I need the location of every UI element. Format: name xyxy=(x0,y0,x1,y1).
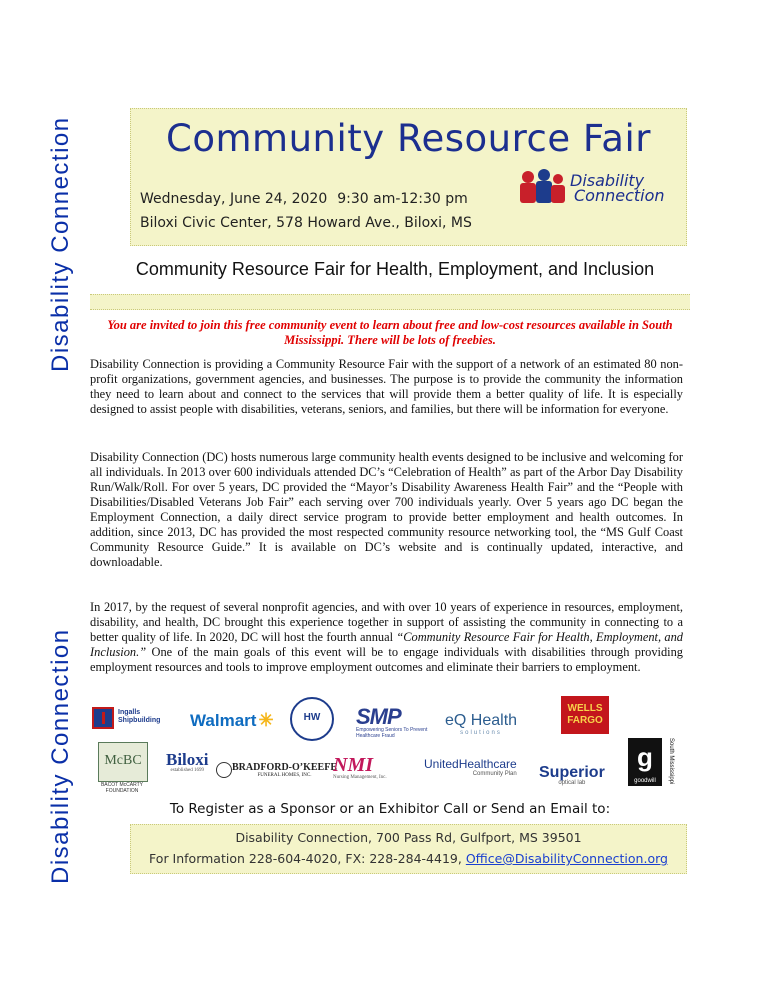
walmart-logo-text: Walmart xyxy=(190,711,257,730)
superior-tagline: optical lab xyxy=(558,780,586,786)
subtitle: Community Resource Fair for Health, Employment, and Inclusion xyxy=(135,259,655,279)
paragraph-goals-italic: “Community Resource Fair for Health, Employment, and Inclusion.” xyxy=(90,630,683,659)
spark-icon: ✳ xyxy=(258,710,274,730)
eq-health-tagline: solutions xyxy=(460,730,502,736)
contact-info xyxy=(131,851,686,866)
bacot-mccarty-caption: BACOT McCARTY FOUNDATION xyxy=(100,782,144,794)
smp-logo xyxy=(356,704,436,739)
header-band xyxy=(130,108,687,246)
unitedhealthcare-logo xyxy=(424,757,517,777)
hancock-logo-text: HW xyxy=(303,712,321,723)
hancock-whitney-logo xyxy=(290,697,334,741)
goodwill-logo xyxy=(628,738,662,786)
contact-footer xyxy=(130,824,687,874)
paragraph-history: Disability Connection (DC) hosts numerous large community health events designed to be inclusive and welcoming for all individuals. In 2013 over 600 individuals attended DC’s “Celebration of Health” as part of the Arbor Day Disability Run/Walk/Roll. For over 5 years, DC provided the “Mayor’s Disability Awareness Health Fair” and the “People with Disabilities/Disabled Veterans Job Fair” each serving over 700 individuals yearly. Over 5 years ago DC began the Employment Connection, a daily direct service program to provide better employment and health outcomes. In addition, since 2013, DC has provided the most respected community resource networking tool, the “MS Gulf Coast Community Resource Guide.” It is available on DC’s website and is continually updated, interactive, and downloadable. xyxy=(90,450,683,569)
side-brand-text-bottom: Disability Connection xyxy=(47,628,74,884)
uhc-logo-text: UnitedHealthcare xyxy=(424,757,517,771)
superior-logo-text: Superior xyxy=(539,764,605,781)
biloxi-tagline: established 1699 xyxy=(170,768,204,773)
goodwill-region-text: South Mississippi xyxy=(668,738,674,785)
smp-logo-text: SMP xyxy=(356,704,401,729)
goodwill-logo-text: goodwill xyxy=(634,778,656,784)
seal-icon xyxy=(216,762,232,778)
ingalls-logo xyxy=(92,703,172,735)
walmart-logo xyxy=(190,710,274,731)
contact-phone-fax: For Information 228-604-4020, FX: 228-284-4419, xyxy=(149,851,466,866)
nmi-logo xyxy=(333,754,387,780)
divider-band xyxy=(90,294,690,310)
logo-line-1: Disability xyxy=(570,171,645,190)
eq-health-logo-text: eQ Health xyxy=(445,712,518,729)
register-heading: To Register as a Sponsor or an Exhibitor Call or Send an Email to: xyxy=(169,801,611,817)
bacot-mccarty-logo: McBC xyxy=(98,742,148,782)
contact-address: Disability Connection, 700 Pass Rd, Gulfport, MS 39501 xyxy=(235,830,582,845)
ingalls-flag-icon xyxy=(92,707,114,729)
nmi-tagline: Nursing Management, Inc. xyxy=(333,775,387,780)
contact-email-link[interactable]: Office@DisabilityConnection.org xyxy=(465,851,668,866)
paragraph-intro: Disability Connection is providing a Community Resource Fair with the support of a network of an estimated 80 non-profit organizations, government agencies, and businesses. The purpose is to provide the community the information they need to learn about and connect to the services that will provide them a better quality of life. It is especially designed to assist people with disabilities, veterans, seniors, and families, but there will be information for everyone. xyxy=(90,357,683,416)
wells-fargo-logo: WELLS FARGO xyxy=(561,696,609,734)
bradford-okeefe-logo xyxy=(232,762,337,778)
event-date-text: Wednesday, June 24, 2020 xyxy=(140,191,328,207)
disability-connection-logo xyxy=(518,169,688,215)
page-title: Community Resource Fair xyxy=(166,117,651,160)
goodwill-mark-icon: g xyxy=(637,742,653,772)
biloxi-logo xyxy=(166,750,209,773)
eq-health-logo xyxy=(445,712,517,736)
paragraph-goals xyxy=(90,600,683,675)
puzzle-people-icon xyxy=(518,169,568,209)
superior-optical-logo xyxy=(539,764,605,786)
paragraph-goals-part1: In 2017, by the request of several nonprofit agencies, and with over 10 years of experience in resources, employment, disability, and health, DC brought this experience together in support of assisting the community in connecting to a better quality of life. In 2020, DC will host the fourth annual xyxy=(90,600,683,644)
side-brand-text-top: Disability Connection xyxy=(47,116,74,372)
biloxi-logo-text: Biloxi xyxy=(166,750,209,769)
bradford-tagline: FUNERAL HOMES, INC. xyxy=(257,773,312,778)
nmi-logo-text: NMI xyxy=(333,754,374,776)
invite-text: You are invited to join this free community event to learn about free and low-cost resources available in South Mississippi. There will be lots of freebies. xyxy=(107,318,673,347)
paragraph-goals-part2: One of the main goals of this event will be to engage individuals with disabilities through providing employment resources and tools to improve employment outcomes and eliminate their barriers to employment. xyxy=(90,645,683,674)
smp-tagline: Empowering Seniors To Prevent Healthcare Fraud xyxy=(356,727,428,739)
event-date xyxy=(140,191,468,207)
ingalls-logo-text: Ingalls Shipbuilding xyxy=(118,709,161,724)
event-location: Biloxi Civic Center, 578 Howard Ave., Biloxi, MS xyxy=(140,215,472,231)
logo-line-2: Connection xyxy=(574,186,665,205)
event-time: 9:30 am-12:30 pm xyxy=(337,191,468,207)
bradford-logo-text: BRADFORD-O’KEEFE xyxy=(232,762,337,773)
uhc-tagline: Community Plan xyxy=(472,771,517,777)
